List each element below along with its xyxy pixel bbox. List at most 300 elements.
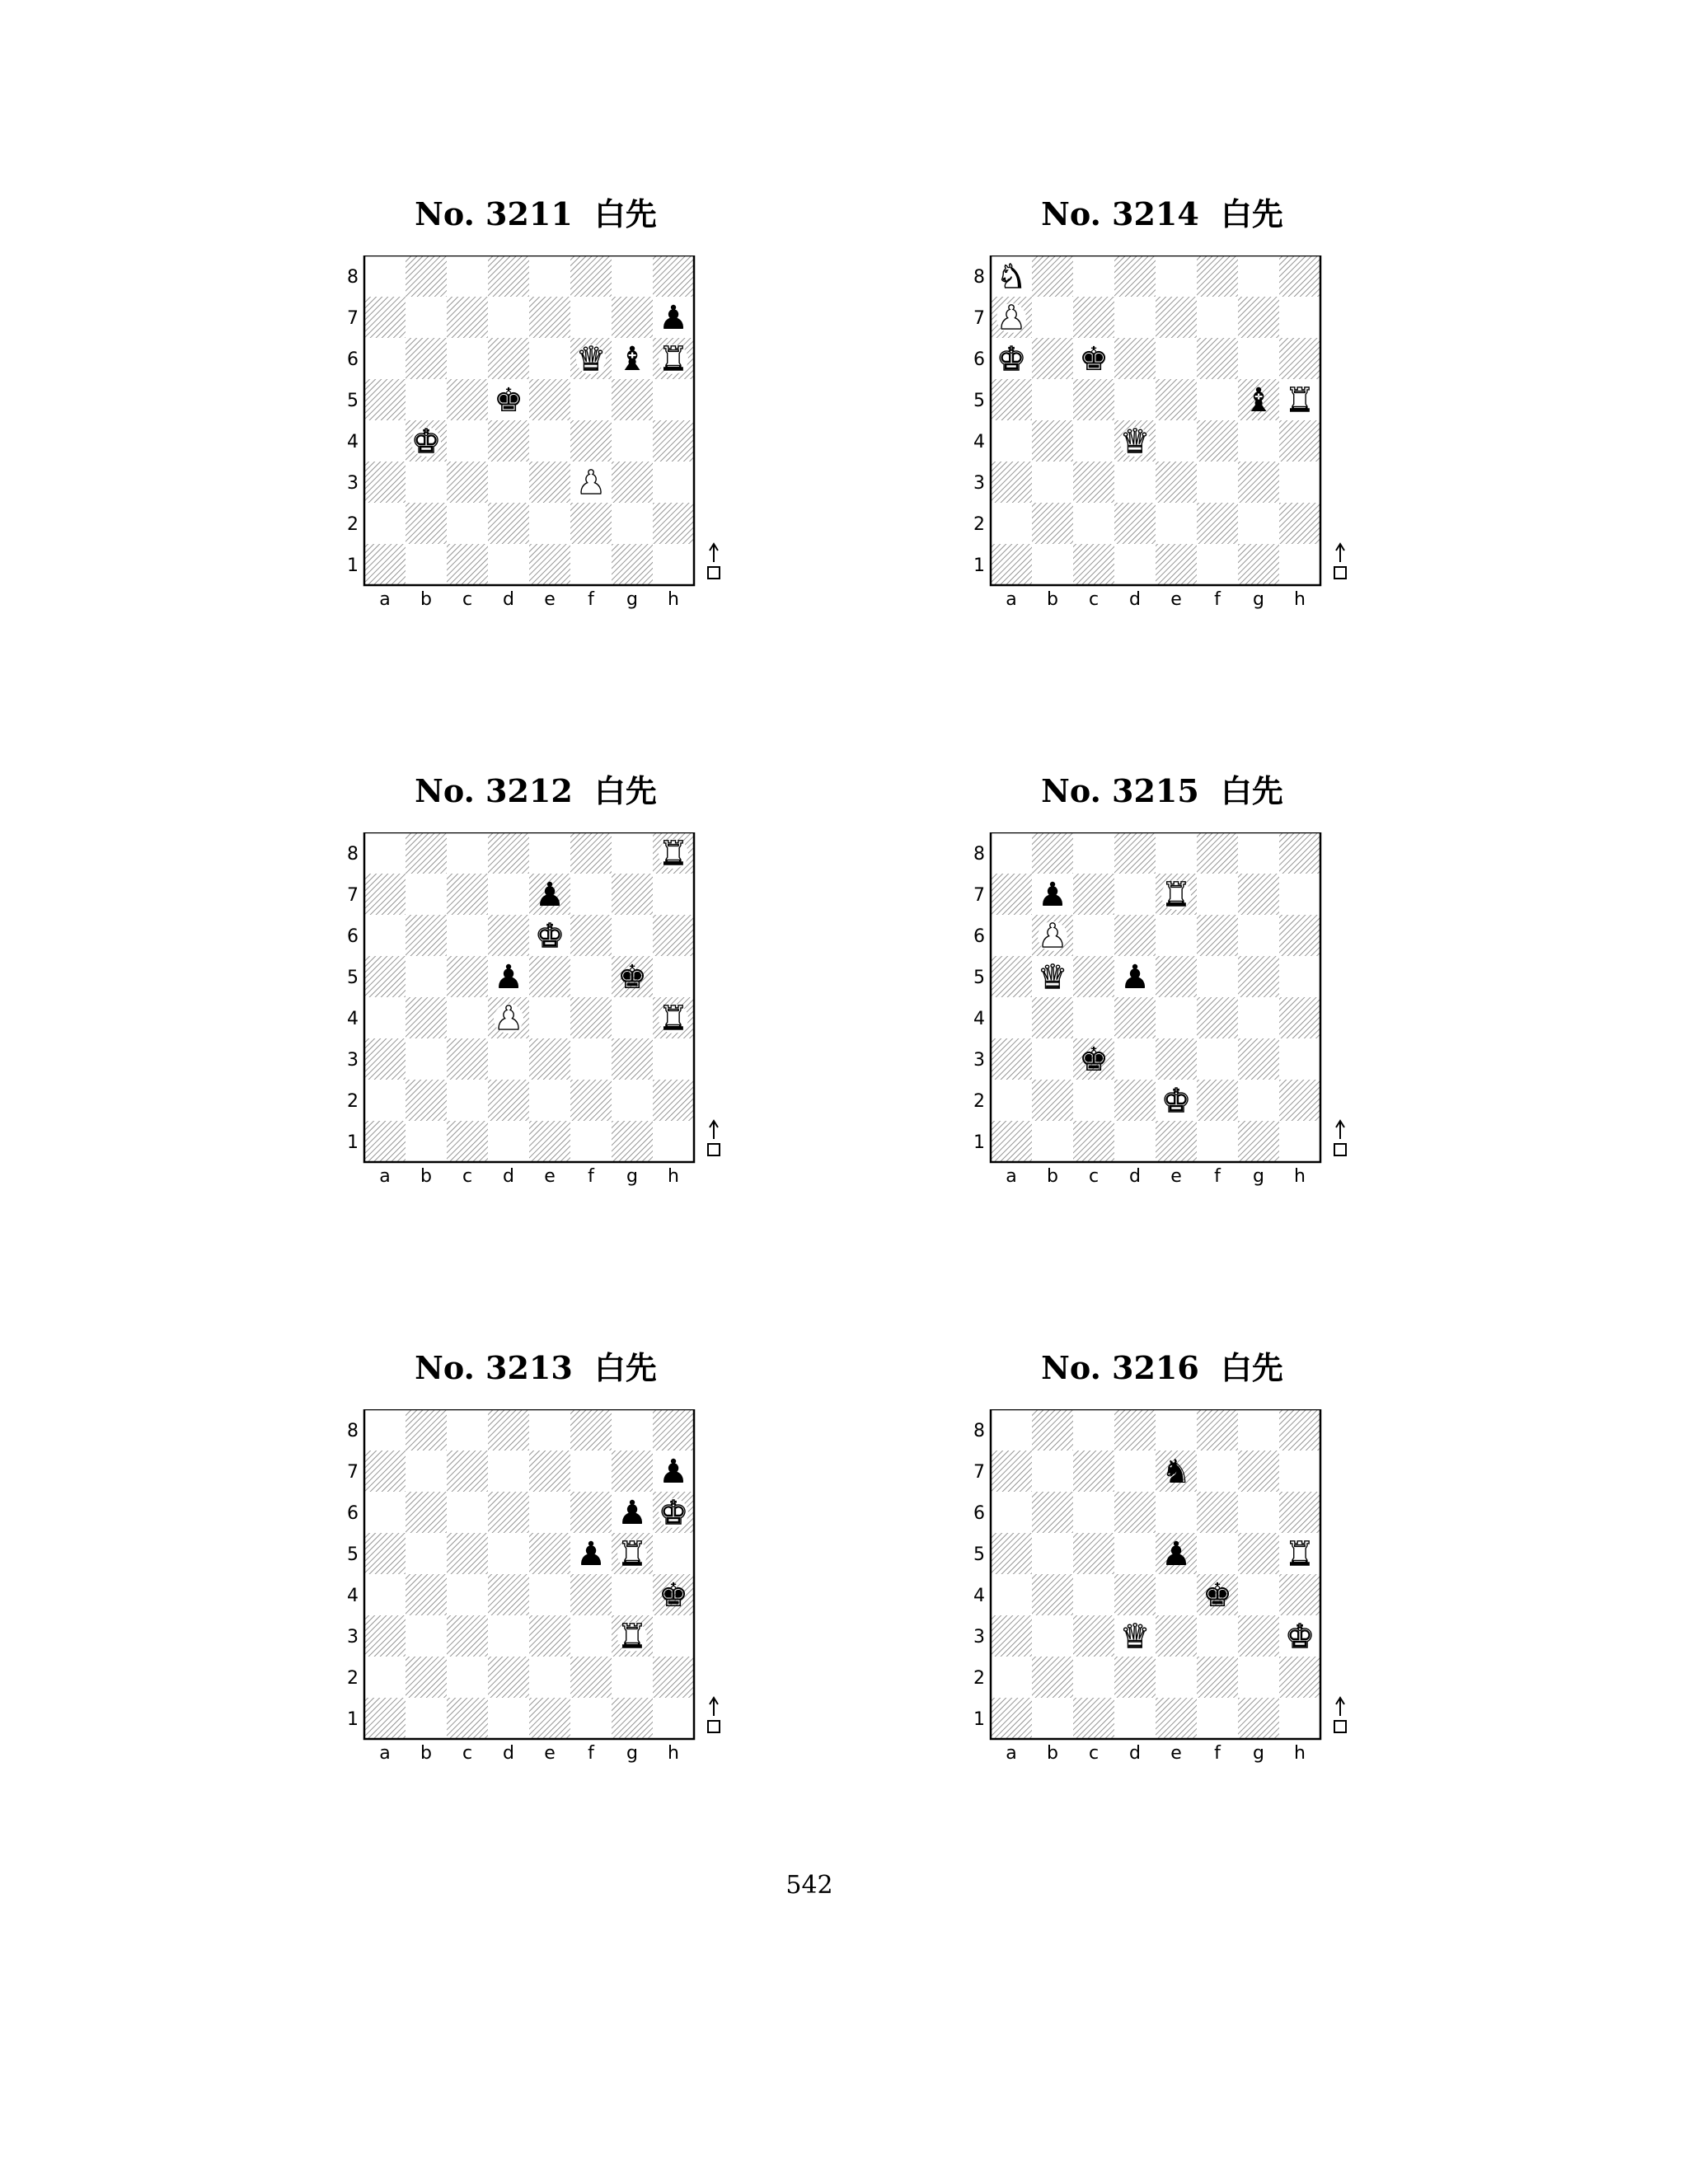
light-square	[1156, 832, 1197, 874]
file-label: g	[1253, 589, 1264, 610]
dark-square	[1156, 956, 1197, 997]
light-square	[1073, 1657, 1114, 1698]
light-square	[991, 503, 1032, 544]
rank-label: 2	[973, 1668, 985, 1689]
dark-square	[1032, 255, 1073, 297]
white-rook-icon: ♜	[617, 1535, 647, 1573]
dark-square	[364, 297, 406, 338]
dark-square	[1238, 462, 1279, 503]
chess-diagram	[330, 1409, 742, 1838]
light-square	[447, 1657, 488, 1698]
dark-square	[653, 1409, 694, 1451]
file-label: e	[1170, 1743, 1182, 1764]
dark-square	[1156, 1615, 1197, 1657]
side-to-move: 白先	[593, 773, 657, 809]
dark-square	[1073, 1698, 1114, 1739]
light-square	[1073, 1080, 1114, 1121]
file-label: f	[1214, 1743, 1221, 1764]
dark-square	[570, 1657, 612, 1698]
dark-square	[529, 544, 570, 585]
light-square	[612, 915, 653, 956]
light-square	[991, 1409, 1032, 1451]
white-king-icon: ♚	[1285, 1618, 1315, 1656]
black-pawn-icon: ♟	[494, 958, 523, 996]
light-square	[653, 874, 694, 915]
light-square	[488, 1038, 529, 1080]
dark-square	[447, 1615, 488, 1657]
file-label: d	[503, 589, 514, 610]
light-square	[570, 874, 612, 915]
dark-square	[364, 1038, 406, 1080]
puzzle-title	[330, 190, 742, 239]
light-square	[447, 1574, 488, 1615]
rank-label: 2	[973, 514, 985, 535]
light-square	[1114, 544, 1156, 585]
rank-label: 1	[347, 1132, 359, 1153]
rank-label: 3	[973, 1627, 985, 1647]
dark-square	[529, 1615, 570, 1657]
dark-square	[1197, 1080, 1238, 1121]
puzzle-number: No. 3216	[1041, 1349, 1199, 1386]
dark-square	[1032, 1080, 1073, 1121]
chess-diagram	[330, 255, 742, 684]
dark-square	[1032, 1574, 1073, 1615]
light-square	[529, 503, 570, 544]
dark-square	[1156, 1121, 1197, 1162]
white-pawn-icon: ♟	[1038, 917, 1067, 955]
side-to-move: 白先	[593, 1350, 657, 1386]
black-king-icon: ♚	[1079, 340, 1109, 378]
file-label: h	[1294, 1743, 1306, 1764]
light-square	[1156, 997, 1197, 1038]
light-square	[447, 1409, 488, 1451]
dark-square	[570, 832, 612, 874]
puzzle-title	[956, 1343, 1368, 1393]
light-square	[406, 1615, 447, 1657]
side-to-move: 白先	[1220, 196, 1283, 232]
rank-label: 4	[347, 432, 359, 452]
dark-square	[1156, 379, 1197, 420]
rank-label: 1	[347, 1709, 359, 1730]
dark-square	[570, 1080, 612, 1121]
light-square	[991, 1492, 1032, 1533]
dark-square	[612, 1121, 653, 1162]
light-square	[1032, 1533, 1073, 1574]
light-square	[991, 1657, 1032, 1698]
dark-square	[1156, 462, 1197, 503]
side-to-move: 白先	[1220, 1350, 1283, 1386]
dark-square	[447, 462, 488, 503]
rank-label: 5	[973, 968, 985, 988]
light-square	[1073, 1574, 1114, 1615]
light-square	[570, 1121, 612, 1162]
file-label: b	[420, 1743, 432, 1764]
dark-square	[1032, 1409, 1073, 1451]
light-square	[1156, 1574, 1197, 1615]
light-square	[1114, 297, 1156, 338]
dark-square	[529, 1038, 570, 1080]
light-square	[1156, 1657, 1197, 1698]
rank-label: 4	[973, 432, 985, 452]
dark-square	[1197, 503, 1238, 544]
light-square	[612, 1409, 653, 1451]
dark-square	[1114, 832, 1156, 874]
light-square	[1073, 420, 1114, 462]
light-square	[1279, 544, 1320, 585]
dark-square	[529, 1533, 570, 1574]
light-square	[1156, 338, 1197, 379]
puzzle-3213	[330, 1343, 742, 1805]
dark-square	[447, 956, 488, 997]
light-square	[1238, 997, 1279, 1038]
dark-square	[570, 1409, 612, 1451]
light-square	[406, 1038, 447, 1080]
dark-square	[364, 1698, 406, 1739]
dark-square	[1156, 297, 1197, 338]
light-square	[991, 915, 1032, 956]
light-square	[447, 832, 488, 874]
dark-square	[406, 255, 447, 297]
rank-label: 7	[973, 885, 985, 906]
light-square	[1073, 832, 1114, 874]
dark-square	[1238, 874, 1279, 915]
rank-label: 1	[973, 1709, 985, 1730]
light-square	[447, 915, 488, 956]
rank-label: 5	[973, 391, 985, 411]
light-square	[406, 1451, 447, 1492]
white-to-move-arrow-icon	[708, 544, 720, 579]
file-label: e	[1170, 589, 1182, 610]
rank-label: 6	[973, 349, 985, 370]
file-label: b	[1047, 1166, 1058, 1187]
dark-square	[1279, 255, 1320, 297]
dark-square	[406, 915, 447, 956]
light-square	[1197, 1451, 1238, 1492]
dark-square	[447, 544, 488, 585]
light-square	[1032, 1698, 1073, 1739]
light-square	[406, 874, 447, 915]
light-square	[653, 956, 694, 997]
light-square	[488, 874, 529, 915]
chess-diagram	[956, 1409, 1368, 1838]
dark-square	[1238, 1533, 1279, 1574]
dark-square	[1073, 297, 1114, 338]
light-square	[406, 956, 447, 997]
light-square	[1197, 544, 1238, 585]
file-label: g	[1253, 1166, 1264, 1187]
puzzle-title	[330, 1343, 742, 1393]
black-pawn-icon: ♟	[1038, 876, 1067, 914]
dark-square	[1279, 1574, 1320, 1615]
dark-square	[991, 1038, 1032, 1080]
black-king-icon: ♚	[617, 958, 647, 996]
file-label: e	[544, 1743, 556, 1764]
light-square	[653, 544, 694, 585]
light-square	[653, 379, 694, 420]
puzzle-number: No. 3211	[415, 195, 573, 232]
dark-square	[1279, 832, 1320, 874]
light-square	[529, 832, 570, 874]
dark-square	[653, 915, 694, 956]
light-square	[1073, 1409, 1114, 1451]
light-square	[991, 1080, 1032, 1121]
white-rook-icon: ♜	[1285, 1535, 1315, 1573]
rank-label: 3	[347, 1627, 359, 1647]
rank-label: 1	[347, 555, 359, 576]
light-square	[406, 544, 447, 585]
dark-square	[406, 1492, 447, 1533]
dark-square	[1114, 997, 1156, 1038]
file-label: c	[1088, 1743, 1100, 1764]
dark-square	[653, 503, 694, 544]
dark-square	[406, 997, 447, 1038]
dark-square	[364, 1533, 406, 1574]
light-square	[1156, 1492, 1197, 1533]
white-to-move-arrow-icon	[1334, 1121, 1346, 1155]
dark-square	[1279, 503, 1320, 544]
file-label: b	[420, 1166, 432, 1187]
light-square	[1156, 1409, 1197, 1451]
dark-square	[1197, 1657, 1238, 1698]
light-square	[406, 462, 447, 503]
dark-square	[570, 1492, 612, 1533]
file-label: c	[1088, 1166, 1100, 1187]
dark-square	[570, 997, 612, 1038]
dark-square	[1197, 1492, 1238, 1533]
file-label: f	[1214, 1166, 1221, 1187]
dark-square	[1114, 338, 1156, 379]
black-pawn-icon: ♟	[535, 876, 565, 914]
dark-square	[406, 338, 447, 379]
dark-square	[991, 1533, 1032, 1574]
white-rook-icon: ♜	[659, 340, 688, 378]
side-to-move: 白先	[1220, 773, 1283, 809]
rank-label: 8	[347, 267, 359, 288]
light-square	[447, 1492, 488, 1533]
puzzle-title	[956, 190, 1368, 239]
dark-square	[612, 1038, 653, 1080]
rank-label: 6	[347, 1503, 359, 1524]
dark-square	[991, 544, 1032, 585]
file-label: b	[420, 589, 432, 610]
dark-square	[570, 503, 612, 544]
dark-square	[570, 420, 612, 462]
light-square	[364, 1574, 406, 1615]
light-square	[529, 1657, 570, 1698]
white-queen-icon: ♛	[576, 340, 606, 378]
dark-square	[1114, 1657, 1156, 1698]
dark-square	[529, 297, 570, 338]
dark-square	[991, 379, 1032, 420]
dark-square	[612, 1698, 653, 1739]
dark-square	[1197, 420, 1238, 462]
light-square	[1238, 420, 1279, 462]
dark-square	[653, 420, 694, 462]
rank-label: 1	[973, 1132, 985, 1153]
light-square	[1279, 874, 1320, 915]
light-square	[529, 1080, 570, 1121]
light-square	[1279, 462, 1320, 503]
rank-label: 6	[973, 1503, 985, 1524]
dark-square	[364, 1451, 406, 1492]
light-square	[447, 1080, 488, 1121]
light-square	[488, 462, 529, 503]
dark-square	[364, 462, 406, 503]
white-knight-icon: ♞	[996, 258, 1026, 296]
dark-square	[1114, 503, 1156, 544]
dark-square	[1073, 1615, 1114, 1657]
file-label: g	[626, 589, 638, 610]
black-king-icon: ♚	[1203, 1577, 1232, 1615]
file-label: d	[1129, 1743, 1141, 1764]
dark-square	[653, 1657, 694, 1698]
rank-label: 8	[347, 844, 359, 865]
black-pawn-icon: ♟	[617, 1494, 647, 1532]
light-square	[1238, 1080, 1279, 1121]
file-label: a	[1006, 589, 1017, 610]
dark-square	[1197, 255, 1238, 297]
dark-square	[529, 1121, 570, 1162]
white-rook-icon: ♜	[1161, 876, 1191, 914]
file-label: a	[379, 1166, 391, 1187]
dark-square	[612, 297, 653, 338]
dark-square	[529, 1451, 570, 1492]
rank-label: 6	[347, 349, 359, 370]
light-square	[653, 1533, 694, 1574]
rank-label: 8	[973, 267, 985, 288]
black-bishop-icon: ♝	[1244, 382, 1273, 419]
dark-square	[406, 1080, 447, 1121]
light-square	[612, 420, 653, 462]
light-square	[406, 297, 447, 338]
puzzle-3214	[956, 190, 1368, 651]
light-square	[1238, 1574, 1279, 1615]
file-label: c	[462, 1166, 473, 1187]
puzzle-title	[330, 766, 742, 816]
black-king-icon: ♚	[1079, 1041, 1109, 1079]
rank-label: 1	[973, 555, 985, 576]
dark-square	[406, 1657, 447, 1698]
dark-square	[488, 915, 529, 956]
file-label: e	[544, 589, 556, 610]
dark-square	[488, 1492, 529, 1533]
file-label: d	[1129, 589, 1141, 610]
white-queen-icon: ♛	[1038, 958, 1067, 996]
light-square	[570, 956, 612, 997]
puzzle-title	[956, 766, 1368, 816]
light-square	[1032, 544, 1073, 585]
light-square	[1073, 503, 1114, 544]
light-square	[1114, 379, 1156, 420]
light-square	[364, 1080, 406, 1121]
dark-square	[529, 956, 570, 997]
dark-square	[1073, 544, 1114, 585]
dark-square	[612, 462, 653, 503]
dark-square	[406, 1574, 447, 1615]
dark-square	[1279, 997, 1320, 1038]
black-pawn-icon: ♟	[1161, 1535, 1191, 1573]
light-square	[1197, 956, 1238, 997]
light-square	[1073, 915, 1114, 956]
file-label: g	[1253, 1743, 1264, 1764]
dark-square	[1238, 956, 1279, 997]
dark-square	[991, 956, 1032, 997]
light-square	[364, 1492, 406, 1533]
dark-square	[612, 874, 653, 915]
light-square	[1073, 997, 1114, 1038]
black-pawn-icon: ♟	[576, 1535, 606, 1573]
dark-square	[1156, 1038, 1197, 1080]
file-label: a	[379, 1743, 391, 1764]
light-square	[1032, 462, 1073, 503]
light-square	[529, 1409, 570, 1451]
light-square	[991, 997, 1032, 1038]
dark-square	[488, 832, 529, 874]
light-square	[991, 1574, 1032, 1615]
light-square	[612, 997, 653, 1038]
rank-label: 7	[347, 885, 359, 906]
white-king-icon: ♚	[996, 340, 1026, 378]
rank-label: 3	[973, 1050, 985, 1071]
light-square	[529, 1574, 570, 1615]
dark-square	[1197, 915, 1238, 956]
rank-label: 6	[973, 926, 985, 947]
white-king-icon: ♚	[411, 423, 441, 461]
light-square	[1238, 915, 1279, 956]
light-square	[1238, 255, 1279, 297]
dark-square	[447, 1698, 488, 1739]
dark-square	[991, 1121, 1032, 1162]
dark-square	[1073, 462, 1114, 503]
rank-label: 8	[347, 1421, 359, 1441]
dark-square	[406, 503, 447, 544]
rank-label: 8	[973, 844, 985, 865]
light-square	[364, 1657, 406, 1698]
file-label: d	[1129, 1166, 1141, 1187]
file-label: h	[1294, 1166, 1306, 1187]
white-rook-icon: ♜	[659, 835, 688, 873]
chess-diagram	[956, 832, 1368, 1261]
light-square	[1032, 379, 1073, 420]
dark-square	[991, 1615, 1032, 1657]
light-square	[570, 1038, 612, 1080]
page-number: 542	[785, 1871, 833, 1900]
light-square	[447, 338, 488, 379]
dark-square	[1279, 1657, 1320, 1698]
dark-square	[1114, 915, 1156, 956]
black-king-icon: ♚	[494, 382, 523, 419]
file-label: a	[379, 589, 391, 610]
dark-square	[364, 544, 406, 585]
light-square	[488, 1615, 529, 1657]
light-square	[1238, 338, 1279, 379]
light-square	[1238, 832, 1279, 874]
dark-square	[612, 379, 653, 420]
white-to-move-arrow-icon	[1334, 1698, 1346, 1732]
dark-square	[488, 338, 529, 379]
dark-square	[1073, 379, 1114, 420]
dark-square	[1032, 420, 1073, 462]
dark-square	[406, 1409, 447, 1451]
rank-label: 5	[347, 391, 359, 411]
light-square	[570, 1451, 612, 1492]
light-square	[529, 338, 570, 379]
dark-square	[1197, 997, 1238, 1038]
rank-label: 3	[973, 473, 985, 494]
file-label: g	[626, 1743, 638, 1764]
light-square	[406, 1698, 447, 1739]
rank-label: 4	[973, 1009, 985, 1029]
